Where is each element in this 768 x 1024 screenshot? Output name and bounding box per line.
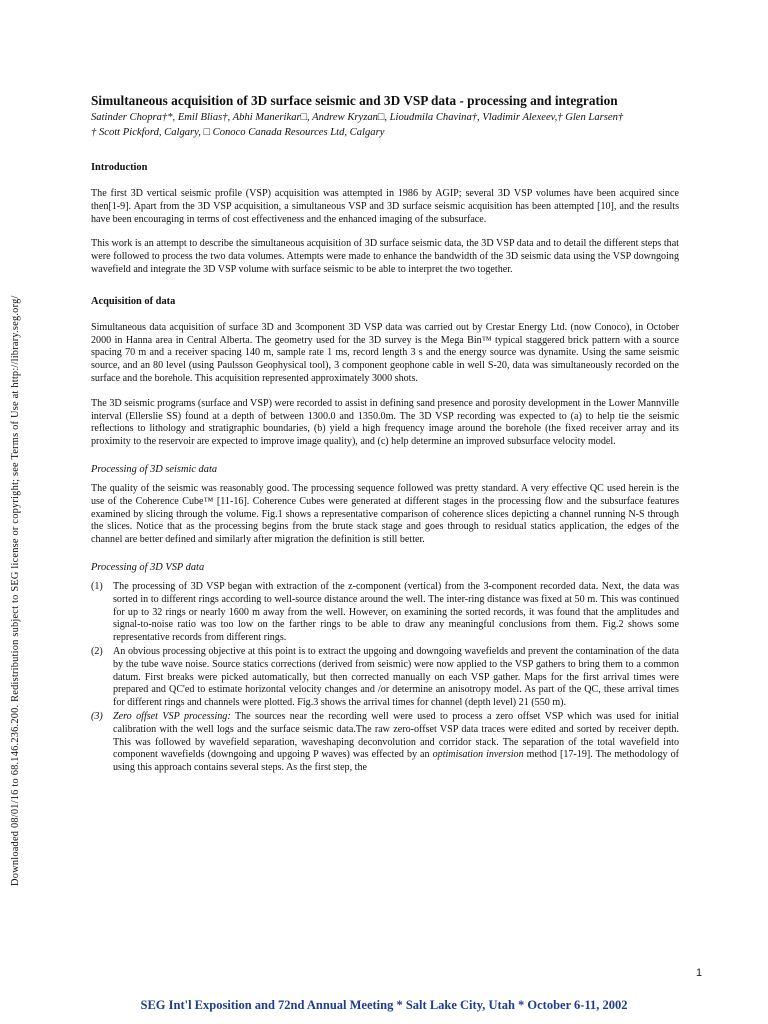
affiliations: † Scott Pickford, Calgary, □ Conoco Canada Resources Ltd, Calgary (91, 127, 385, 138)
conference-footer: SEG Int'l Exposition and 72nd Annual Meeting * Salt Lake City, Utah * October 6-11, 2002 (140, 998, 628, 1012)
list-item-text: method [17-19]. The methodology of using this approach contains several steps. As the first step, the (113, 749, 679, 774)
author-list: Satinder Chopra†*, Emil Blias†, Abhi Manerikar□, Andrew Kryzan□, Lioudmila Chavina†, Vladimir Alexeev,† Glen Larsen† (91, 112, 624, 123)
list-item (91, 711, 679, 775)
list-item-lead: Zero offset VSP processing: (113, 710, 231, 722)
list-item-number: (1) (91, 580, 103, 592)
acquisition-heading: Acquisition of data (91, 295, 176, 307)
processing-3d-paragraph: The quality of the seismic was reasonably good. The processing sequence followed was pretty standard. A very effective QC used herein is the use of the Coherence Cube™ [11-16]. Coherence Cubes were generated at different stages in the processing flow and the subsurface features examined by slicing through the volume. Fig.1 shows a representative comparison of coherence slices depicting a channel running N-S through the slices. Notice that as the processing begins from the brute stack stage and goes through to residual statics application, the edges of the channel are better defined and similarly after migration the definition is still better. (91, 482, 679, 546)
processing-vsp-list (91, 581, 679, 775)
processing-3d-heading: Processing of 3D seismic data (91, 463, 218, 475)
introduction-paragraph-2: This work is an attempt to describe the simultaneous acquisition of 3D surface seismic data, the 3D VSP data and to detail the different steps that were followed to process the two data volumes. Attempts were made to enhance the bandwidth of the 3D seismic data using the VSP downgoing wavefield and integrate the 3D VSP volume with surface seismic to be able to interpret the two together. (91, 238, 679, 275)
list-item-number: (3) (91, 710, 103, 722)
list-item-number: (2) (91, 645, 103, 657)
list-item-text: The sources near the recording well were used to process a zero offset VSP which was used for initial calibration with the well logs and the surface seismic data.The raw zero-offset VSP data traces were edited and sorted by receiver depth. This was followed by wavefield separation, waveshaping deconvolution and corridor stack. The separation of the total wavefield into component wavefields (downgoing and upgoing P waves) was effected by an (113, 710, 679, 761)
list-item-method: optimisation inversion (432, 749, 524, 761)
paper-title: Simultaneous acquisition of 3D surface seismic and 3D VSP data - processing and integration (91, 93, 618, 108)
list-item-text: An obvious processing objective at this point is to extract the upgoing and downgoing wavefields and prevent the contamination of the data by the tube wave noise. Source statics corrections (derived from seismic) were now applied to the VSP gathers to bring them to a common datum. First breaks were picked automatically, but then corrected manually on each VSP gather. Maps for the first arrival times were prepared and QC'ed to estimate horizontal velocity changes and /or determine an anisotropy model. As part of the QC, these arrival times for different rings and channels were plotted. Fig.3 shows the arrival times for channel (depth level) 21 (550 m). (113, 645, 679, 709)
acquisition-paragraph-2: The 3D seismic programs (surface and VSP) were recorded to assist in defining sand presence and porosity development in the Lower Mannville interval (Ellerslie SS) found at a depth of between 1300.0 and 1350.0m. The 3D VSP recording was expected to (a) to help tie the seismic reflections to lithology and stratigraphic boundaries, (b) yield a high frequency image around the borehole (the fixed receiver array and its proximity to the reservoir are expected to improve image quality), and (c) help determine an improved subsurface velocity model. (91, 397, 679, 448)
list-item (91, 581, 679, 645)
introduction-paragraph-1: The first 3D vertical seismic profile (VSP) acquisition was attempted in 1986 by AGIP; several 3D VSP volumes have been acquired since then[1-9]. Apart from the 3D VSP acquisition, a simultaneous VSP and 3D surface seismic acquisition has been attempted [10], and the results have been encouraging in terms of cost effectiveness and the enhanced imaging of the subsurface. (91, 188, 679, 225)
download-stamp-text: Downloaded 08/01/16 to 68.146.236.200. Redistribution subject to SEG license or copyright; see Terms of Use at http://library.seg.org/ (10, 295, 21, 886)
paper-body (91, 93, 679, 776)
list-item (91, 646, 679, 710)
list-item-text: The processing of 3D VSP began with extraction of the z-component (vertical) from the 3-component recorded data. Next, the data was sorted in to different rings according to well-source distance around the well. The inter-ring distance was fixed at 50 m. This was continued for up to 32 rings or nearly 1600 m away from the well. However, on examining the sorted records, it was found that the amplitudes and signal-to-noise ratio was too low on the farther rings to be able to draw any meaningful conclusions from them. Fig.2 shows some representative records from different rings. (113, 580, 679, 644)
download-stamp (1, 156, 19, 886)
introduction-heading: Introduction (91, 162, 148, 173)
acquisition-paragraph-1: Simultaneous data acquisition of surface 3D and 3component 3D VSP data was carried out by Crestar Energy Ltd. (now Conoco), in October 2000 in Hanna area in Central Alberta. The geometry used for the 3D survey is the Mega Bin™ typical staggered brick pattern with a source spacing 70 m and a receiver spacing 140 m, sample rate 1 ms, record length 3 s and the energy source was dynamite. Using the same seismic source, and an 80 level (using Paulsson Geophysical tool), 3 component geophone cable in well S-20, data was simultaneously recorded on the surface and the borehole. This acquisition represented approximately 3000 shots. (91, 321, 679, 384)
page-number: 1 (696, 967, 703, 979)
processing-vsp-heading: Processing of 3D VSP data (91, 561, 205, 573)
